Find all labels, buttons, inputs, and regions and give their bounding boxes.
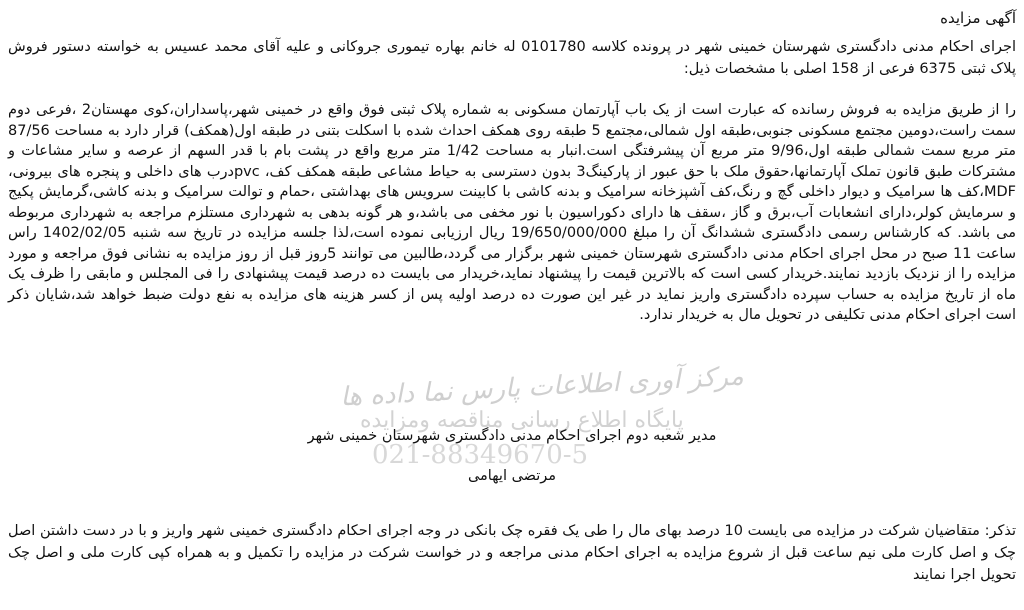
notice-intro: اجرای احکام مدنی دادگستری شهرستان خمینی شهر در پرونده کلاسه 0101780 له خانم بهاره تیموری جروکانی و علیه آقای محمد عسیس به خواسته دستور فروش پلاک ثبتی 6375 فرعی از 158 اصلی با مشخصات ذیل: bbox=[8, 39, 1016, 77]
watermark-portal: پایگاه اطلاع رسانی مناقصه ومزایده bbox=[360, 408, 684, 433]
notice-title: آگهی مزایده bbox=[940, 9, 1016, 27]
watermark-phone: 021-88349670-5 bbox=[372, 440, 589, 470]
notice-note: تذکر: متقاضیان شرکت در مزایده می بایست 10 درصد بهای مال را طی یک فقره چک بانکی در وجه اجرای احکام دادگستری خمینی شهر واریز و با در دست داشتن اصل چک و اصل کارت ملی نیم ساعت قبل از شروع مزایده به اجرای احکام مدنی مراجعه و در خواست شرکت در مزایده را تکمیل و به همراه کپی کارت ملی و اصل چک تحویل اجرا نمایند bbox=[8, 523, 1016, 583]
signature-block bbox=[0, 425, 1024, 505]
notice-body: را از طریق مزایده به فروش رسانده که عبارت است از یک باب آپارتمان مسکونی به شماره پلاک ثبتی فوق واقع در خمینی شهر،پاسداران،کوی مهستان2 ،فرعی دوم سمت راست،دومین مجتمع مسکونی جنوبی،طبقه اول شمالی،مجتمع 5 طبقه روی همکف احداث شده با اسکلت بتنی در طبقه اول(همکف) قرار دارد به مساحت 87/56 متر مربع سمت شمالی طبقه اول،9/96 متر مربع آن پیشرفتگی است.انبار به مساحت 1/42 متر مربع واقع در پشت بام با قدر السهم از عرصه و سایر مشاعات و مشترکات طبق قانون تملک آپارتمانها،حقوق ملک با حق عبور از پارکینگ3 بدون دسترسی به حیاط مشاعی طبقه همکف کف، pvcدرب های داخلی و پنجره های بیرونی، MDF،کف ها سرامیک و دیوار داخلی گچ و رنگ،کف آشپزخانه سرامیک و بدنه کاشی با کابینت سرویس های بهداشتی ،حمام و توالت سرامیک و بدنه کاشی،گرمایش پکیج و سرمایش کولر،دارای انشعابات آب،برق و گاز ،سقف ها دارای دکوراسیون با نور مخفی می باشد،و هر گونه بدهی به شهرداری مستلزم مراجعه به شهرداری مربوطه می باشد. که کارشناس رسمی دادگستری ششدانگ آن را مبلغ 19/650/000/000 ریال ارزیابی نموده است،لذا جلسه مزایده در تاریخ سه شنبه 1402/02/05 راس ساعت 11 صبح در محل اجرای احکام مدنی دادگستری شهرستان خمینی شهر برگزار می گردد،طالبین می توانند 5روز قبل از روز مزایده به نشانی فوق مراجعه و مورد مزایده را از نزدیک بازدید نمایند.خریدار کسی است که بالاترین قیمت را پیشنهاد نماید،خریدار می بایست ده درصد قیمت پیشنهادی را فی المجلس و مابقی را ظرف یک ماه از تاریخ مزایده به حساب سپرده دادگستری واریز نماید در غیر این صورت ده درصد اولیه پس از کسر هزینه های مزایده به نفع دولت ضبط خواهد شد،شایان ذکر است اجرای احکام مدنی تکلیفی در تحویل مال به خریدار ندارد. bbox=[8, 102, 1016, 323]
signature-name: مرتضی ایهامی bbox=[467, 468, 557, 484]
watermark-company: مرکز آوری اطلاعات پارس نما داده ها bbox=[339, 361, 745, 413]
signature-office: مدیر شعبه دوم اجرای احکام مدنی دادگستری شهرستان خمینی شهر bbox=[307, 428, 717, 444]
